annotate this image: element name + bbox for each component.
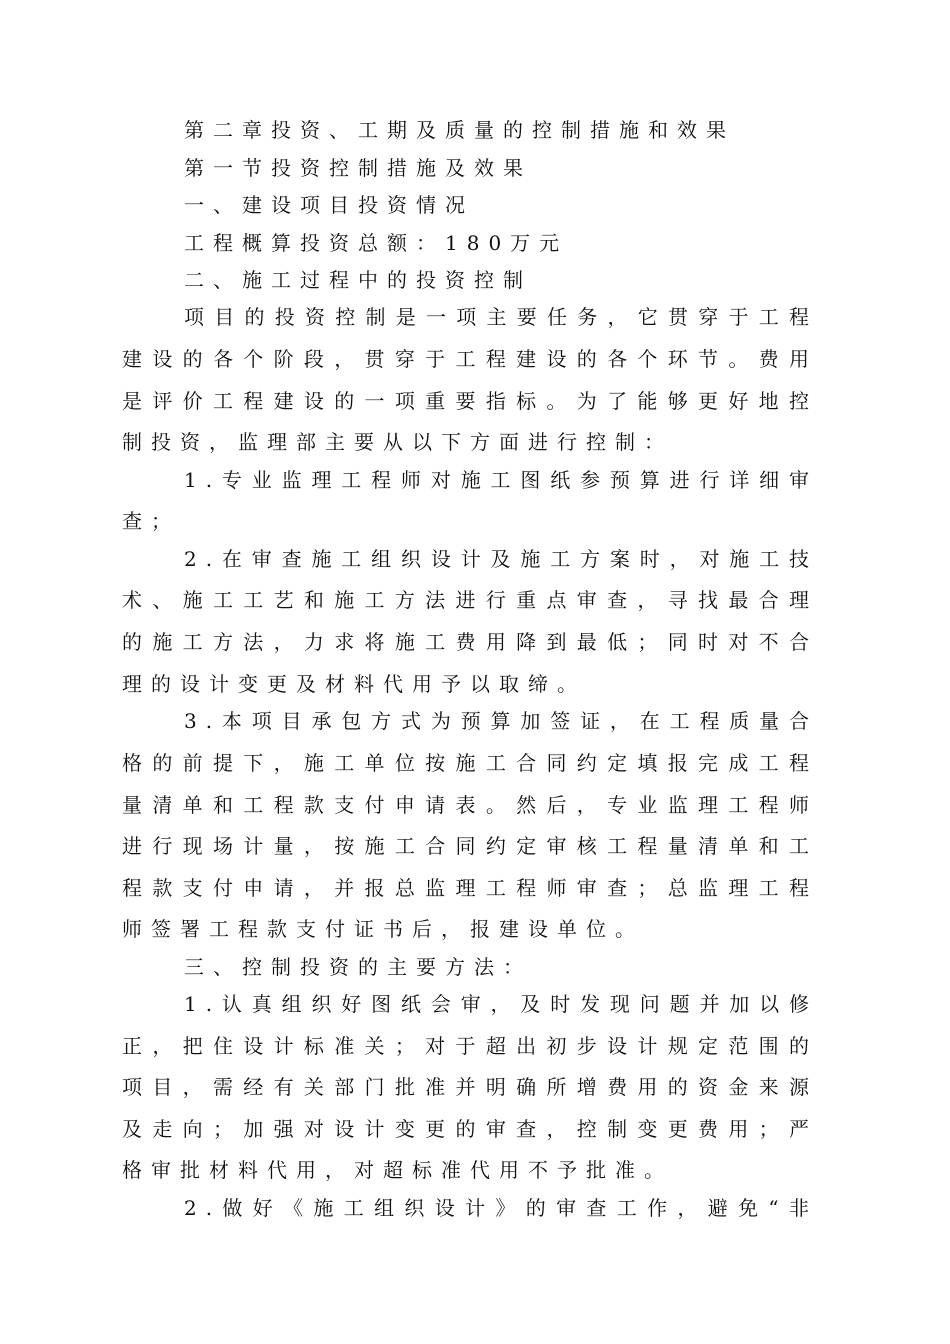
paragraph-line: 查； bbox=[122, 509, 180, 533]
subheading-3: 三、控制投资的主要方法： bbox=[184, 955, 532, 979]
paragraph-line: 是评价工程建设的一项重要指标。为了能够更好地控 bbox=[122, 389, 818, 413]
paragraph-line: 1.认真组织好图纸会审，及时发现问题并加以修 bbox=[184, 992, 818, 1016]
paragraph-line: 项目，需经有关部门批准并明确所增费用的资金来源 bbox=[122, 1075, 818, 1099]
paragraph-line: 制投资，监理部主要从以下方面进行控制： bbox=[122, 430, 673, 454]
paragraph-line: 1.专业监理工程师对施工图纸参预算进行详细审 bbox=[184, 468, 818, 492]
paragraph-line: 进行现场计量，按施工合同约定审核工程量清单和工 bbox=[122, 834, 818, 858]
subheading-2: 二、施工过程中的投资控制 bbox=[184, 268, 532, 292]
paragraph-line: 项目的投资控制是一项主要任务，它贯穿于工程 bbox=[184, 305, 818, 329]
paragraph-line: 格审批材料代用，对超标准代用不予批准。 bbox=[122, 1158, 673, 1182]
paragraph-line: 程款支付申请，并报总监理工程师审查；总监理工程 bbox=[122, 876, 818, 900]
paragraph-line: 2.做好《施工组织设计》的审查工作，避免“非 bbox=[184, 1196, 818, 1220]
paragraph-line: 3.本项目承包方式为预算加签证，在工程质量合 bbox=[184, 709, 818, 733]
paragraph-line: 及走向；加强对设计变更的审查，控制变更费用；严 bbox=[122, 1117, 818, 1141]
paragraph-line: 理的设计变更及材料代用予以取缔。 bbox=[122, 672, 586, 696]
paragraph-line: 的施工方法，力求将施工费用降到最低；同时对不合 bbox=[122, 630, 818, 654]
paragraph-line: 师签署工程款支付证书后，报建设单位。 bbox=[122, 917, 644, 941]
section-heading: 第一节投资控制措施及效果 bbox=[184, 156, 532, 180]
paragraph-line: 正，把住设计标准关；对于超出初步设计规定范围的 bbox=[122, 1034, 818, 1058]
paragraph-line: 建设的各个阶段，贯穿于工程建设的各个环节。费用 bbox=[122, 347, 818, 371]
subheading-1: 一、建设项目投资情况 bbox=[184, 193, 474, 217]
chapter-heading: 第二章投资、工期及质量的控制措施和效果 bbox=[184, 118, 735, 142]
paragraph-line: 2.在审查施工组织设计及施工方案时，对施工技 bbox=[184, 547, 818, 571]
paragraph-line: 量清单和工程款支付申请表。然后，专业监理工程师 bbox=[122, 793, 818, 817]
budget-line: 工程概算投资总额：180万元 bbox=[184, 231, 569, 255]
paragraph-line: 术、施工工艺和施工方法进行重点审查，寻找最合理 bbox=[122, 588, 818, 612]
paragraph-line: 格的前提下，施工单位按施工合同约定填报完成工程 bbox=[122, 751, 818, 775]
